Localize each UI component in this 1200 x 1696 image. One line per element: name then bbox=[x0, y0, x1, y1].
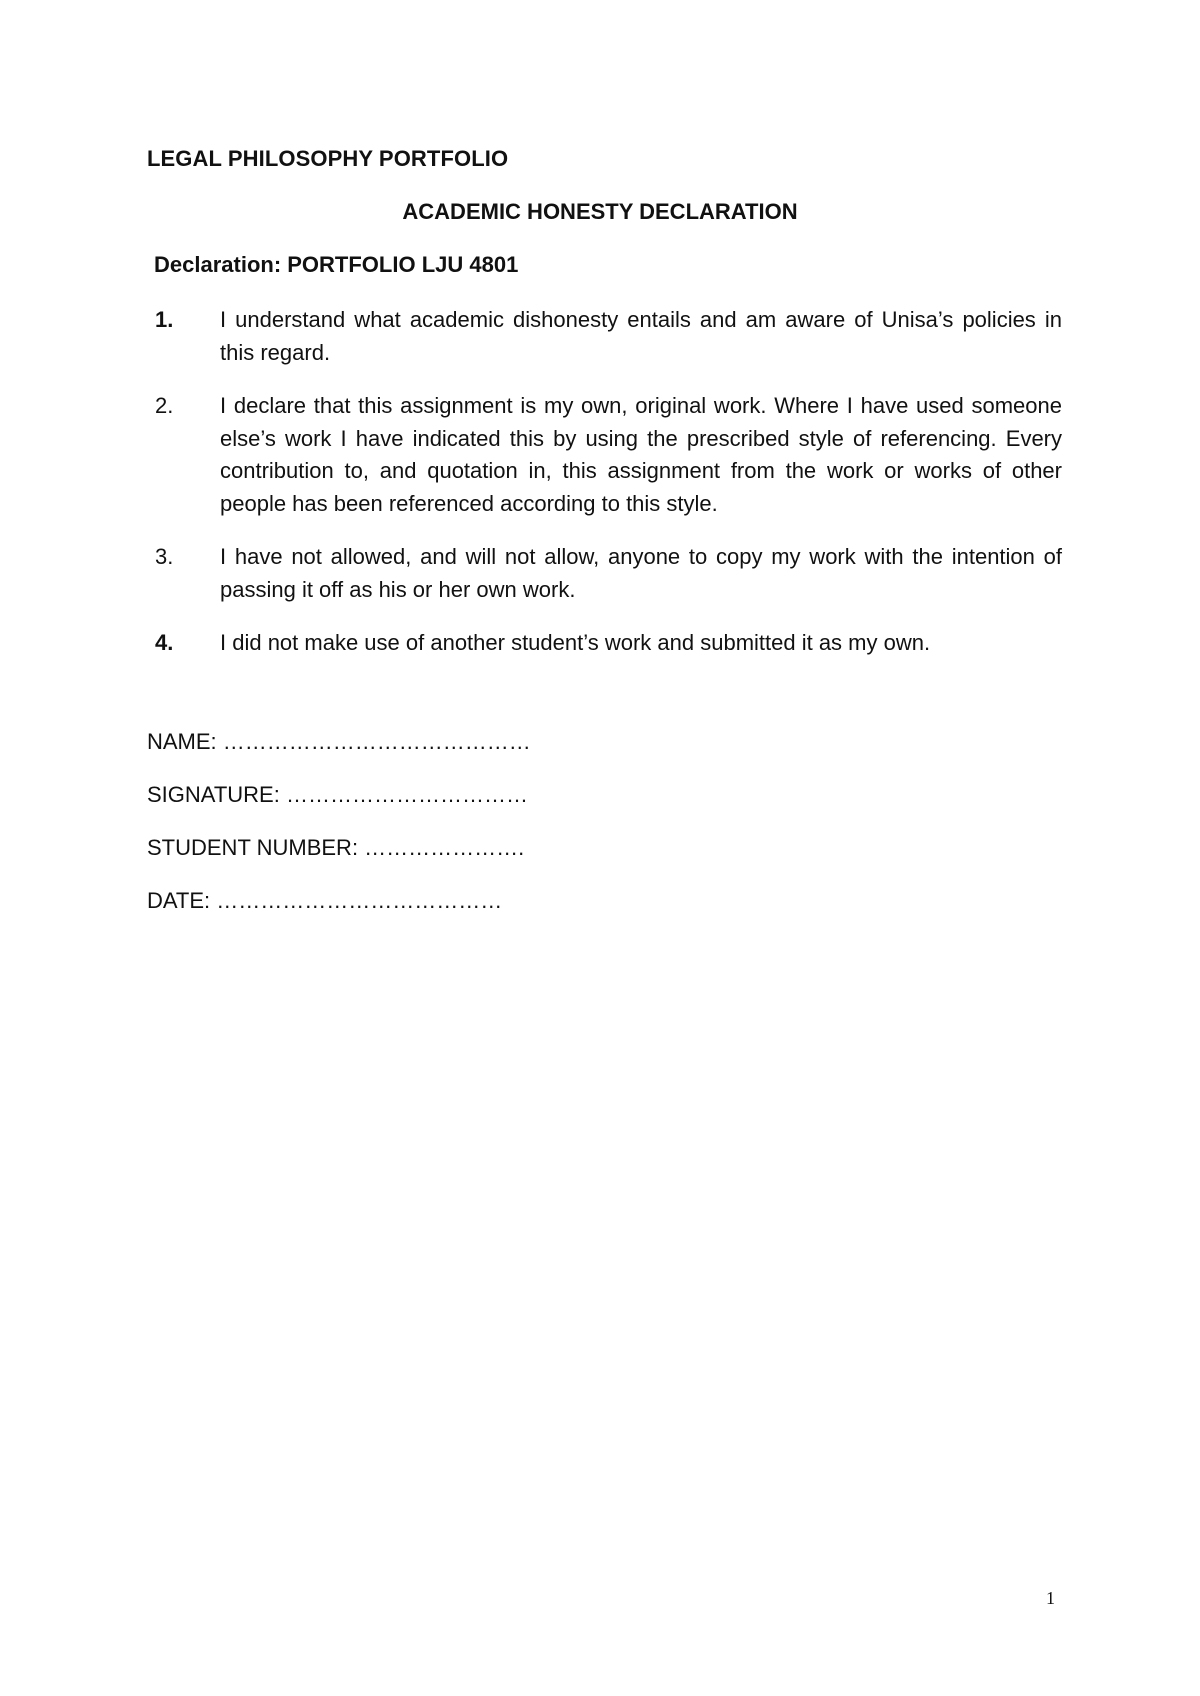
declaration-item-3 bbox=[147, 541, 1062, 606]
document-title: LEGAL PHILOSOPHY PORTFOLIO bbox=[147, 146, 509, 171]
item-number: 1. bbox=[155, 307, 174, 332]
item-text: I did not make use of another student’s work and submitted it as my own. bbox=[220, 630, 931, 655]
name-field: NAME: …………………………………… bbox=[147, 729, 531, 754]
item-number: 2. bbox=[155, 393, 174, 418]
item-text: I understand what academic dishonesty entails and am aware of Unisa’s policies in this regard. bbox=[220, 307, 1062, 365]
declaration-heading: ACADEMIC HONESTY DECLARATION bbox=[402, 199, 798, 224]
item-number: 4. bbox=[155, 630, 174, 655]
declaration-list bbox=[147, 304, 1062, 681]
declaration-item-2 bbox=[147, 390, 1062, 520]
item-number: 3. bbox=[155, 544, 174, 569]
signature-fields bbox=[147, 729, 531, 941]
declaration-item-4 bbox=[147, 627, 1062, 660]
item-text: I declare that this assignment is my own, original work. Where I have used someone else’s work I have indicated this by using the prescribed style of referencing. Every contribution to, and quotation in, this assignment from the work or works of other people has been referenced according to this style. bbox=[220, 393, 1062, 516]
declaration-item-1 bbox=[147, 304, 1062, 369]
student-number-field: STUDENT NUMBER: …………………. bbox=[147, 835, 525, 860]
declaration-label: Declaration: PORTFOLIO LJU 4801 bbox=[154, 252, 519, 277]
date-field: DATE: ………………………………… bbox=[147, 888, 503, 913]
signature-field: SIGNATURE: …………………………… bbox=[147, 782, 528, 807]
item-text: I have not allowed, and will not allow, anyone to copy my work with the intention of passing it off as his or her own work. bbox=[220, 544, 1062, 602]
page-number: 1 bbox=[1046, 1588, 1055, 1608]
